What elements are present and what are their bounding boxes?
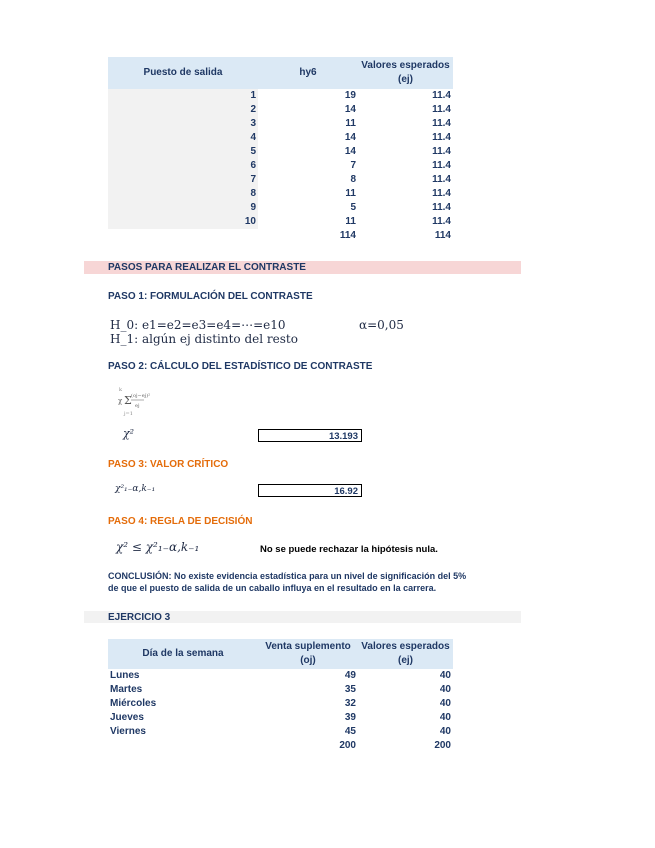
table-cell: 11.4	[432, 146, 451, 157]
conclusion-line2: de que el puesto de salida de un caballo influya en el resultado en la carrera.	[108, 583, 437, 593]
table-cell: 11	[345, 118, 356, 129]
table-cell: 40	[439, 684, 451, 695]
table-cell: 14	[344, 146, 356, 157]
paso1-title: PASO 1: FORMULACIÓN DEL CONTRASTE	[108, 291, 313, 302]
table-cell: 49	[344, 670, 356, 681]
table-row	[108, 131, 453, 145]
table-row	[108, 711, 453, 725]
decision-text: No se puede rechazar la hipótesis nula.	[260, 544, 438, 555]
table-row	[108, 173, 453, 187]
total2-observed: 200	[339, 740, 356, 751]
svg-text:k: k	[119, 387, 123, 393]
table-row	[108, 117, 453, 131]
table-row	[108, 683, 453, 697]
header-puesto: Puesto de salida	[108, 57, 258, 89]
table-cell: 14	[344, 132, 356, 143]
alpha-value: α=0,05	[359, 318, 404, 332]
table-cell: 7	[108, 173, 258, 187]
table-cell: 19	[344, 90, 356, 101]
pasos-title: PASOS PARA REALIZAR EL CONTRASTE	[108, 262, 306, 273]
header-dia: Día de la semana	[108, 639, 258, 669]
svg-text:j=1: j=1	[124, 411, 133, 417]
table-ventas	[108, 639, 453, 753]
header-esperados: Valores esperados (ej)	[358, 57, 453, 89]
total-expected: 114	[434, 230, 451, 241]
paso2-title: PASO 2: CÁLCULO DEL ESTADÍSTICO DE CONTRASTE	[108, 361, 373, 372]
table-row	[108, 187, 453, 201]
table-cell: 5	[108, 145, 258, 159]
table-cell: 40	[439, 712, 451, 723]
table-cell: 40	[439, 698, 451, 709]
total-observed: 114	[339, 230, 356, 241]
chi-square-formula-image	[118, 383, 151, 419]
table-cell: Martes	[110, 684, 143, 695]
table-cell: Viernes	[110, 726, 146, 737]
svg-text:Σ: Σ	[124, 394, 132, 407]
table-cell: 32	[344, 698, 356, 709]
table-row	[108, 159, 453, 173]
table-cell: 9	[108, 201, 258, 215]
table-row	[108, 697, 453, 711]
paso3-title: PASO 3: VALOR CRÍTICO	[108, 459, 229, 470]
header-hy6: hy6	[258, 57, 358, 89]
h0-formula: H_0: e1=e2=e3=e4=⋯=e10	[110, 318, 286, 332]
svg-text:(oj−ej)²: (oj−ej)²	[131, 393, 151, 399]
table-row	[108, 201, 453, 215]
table-cell: 45	[344, 726, 356, 737]
table-row	[108, 89, 453, 103]
table-cell: Lunes	[110, 670, 140, 681]
table-row	[108, 725, 453, 739]
table-cell: 11	[345, 188, 356, 199]
table-header	[108, 57, 453, 89]
table-row	[108, 103, 453, 117]
chi-label: χ²	[123, 427, 135, 440]
table-cell: 6	[108, 159, 258, 173]
table-cell: Miércoles	[110, 698, 157, 709]
table-cell: 11.4	[432, 160, 451, 171]
table-cell: 11	[345, 216, 356, 227]
table2-header	[108, 639, 453, 669]
svg-text:ej: ej	[135, 403, 140, 409]
table-cell: 40	[439, 726, 451, 737]
table-cell: 5	[350, 202, 356, 213]
table-row	[108, 215, 453, 229]
table-cell: 11.4	[432, 118, 451, 129]
conclusion-line1: CONCLUSIÓN: No existe evidencia estadística para un nivel de significación del 5%	[108, 571, 467, 581]
table-cell: 4	[108, 131, 258, 145]
table-cell: Jueves	[110, 712, 144, 723]
table-cell: 11.4	[432, 90, 451, 101]
paso4-title: PASO 4: REGLA DE DECISIÓN	[108, 516, 253, 527]
table-cell: 8	[108, 187, 258, 201]
h1-formula: H_1: algún ej distinto del resto	[110, 332, 298, 346]
table-cell: 11.4	[432, 216, 451, 227]
table-cell: 35	[344, 684, 356, 695]
chi-value-box: 13.193	[258, 429, 362, 442]
table-cell: 2	[108, 103, 258, 117]
decision-rule: χ² ≤ χ²₁₋α,k₋₁	[116, 540, 200, 554]
critical-value-box: 16.92	[258, 484, 362, 497]
table-row	[108, 145, 453, 159]
table-cell: 40	[439, 670, 451, 681]
table-cell: 14	[344, 104, 356, 115]
critical-label: χ²₁₋α,k₋₁	[115, 484, 156, 494]
table-puestos	[108, 57, 453, 243]
ejercicio3-title: EJERCICIO 3	[108, 612, 171, 623]
table-cell: 11.4	[432, 174, 451, 185]
table-cell: 11.4	[432, 202, 451, 213]
table-cell: 11.4	[432, 132, 451, 143]
header-esperados2: Valores esperados (ej)	[358, 639, 453, 669]
total2-expected: 200	[434, 740, 451, 751]
table-row	[108, 669, 453, 683]
svg-text:χ: χ	[118, 397, 123, 405]
table-cell: 11.4	[432, 104, 451, 115]
table-cell: 7	[350, 160, 356, 171]
table-cell: 8	[350, 174, 356, 185]
table-cell: 39	[344, 712, 356, 723]
table-cell: 11.4	[432, 188, 451, 199]
table-cell: 3	[108, 117, 258, 131]
header-venta: Venta suplemento (oj)	[258, 639, 358, 669]
table2-total-row	[108, 739, 453, 753]
table-cell: 10	[108, 215, 258, 229]
table-cell: 1	[108, 89, 258, 103]
table-total-row	[108, 229, 453, 243]
